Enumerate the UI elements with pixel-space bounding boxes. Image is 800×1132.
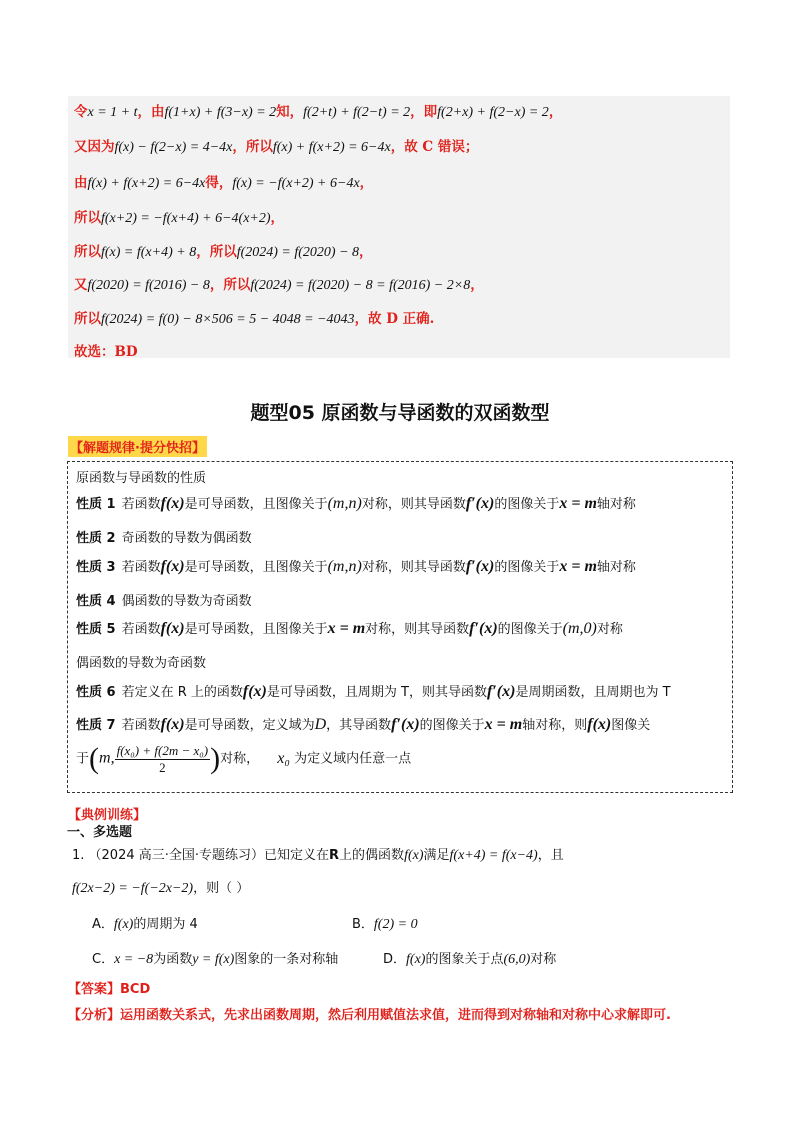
example-label: 【典例训练】 <box>68 808 147 823</box>
option-c: C．x = −8为函数y = f(x)图象的一条对称轴 <box>92 952 339 967</box>
property-5-extra: 偶函数的导数为奇函数 <box>76 656 207 671</box>
solution-line-8: 故选：BD <box>74 344 138 360</box>
multi-choice-heading: 一、多选题 <box>67 825 133 840</box>
solution-line-4: 所以f(x+2) = −f(x+4) + 6−4(x+2)， <box>74 210 285 226</box>
analysis-row: 【分析】运用函数关系式，先求出函数周期，然后利用赋值法求值，进而得到对称轴和对称中心求解即可. <box>68 1008 671 1023</box>
property-7-continued: 于(m, $\frac{\text{f(x₀) + f(2m − x₀)}}{2}$ )对称， x₀ 为定义域内任意一点 <box>76 742 412 775</box>
solution-line-2: 又因为f(x) − f(2−x) = 4−4x，所以f(x) + f(x+2) = 6−4x，故 C 错误； <box>74 139 479 155</box>
option-d: D．f(x)的图象关于点(6,0)对称 <box>383 952 557 967</box>
answer-row: 【答案】BCD <box>68 982 151 997</box>
option-b: B．f(2) = 0 <box>352 917 418 932</box>
property-5: 性质 5 若函数f(x)是可导函数，且图像关于x = m对称，则其导函数f′(x)的图像关于(m,0)对称 <box>76 620 623 637</box>
solution-line-6: 又f(2020) = f(2016) − 8，所以f(2024) = f(2020) − 8 = f(2016) − 2×8， <box>74 277 484 293</box>
solution-line-1: 令x = 1 + t，由f(1+x) + f(3−x) = 2知，f(2+t) + f(2−t) = 2，即f(2+x) + f(2−x) = 2， <box>74 104 563 120</box>
property-2: 性质 2 奇函数的导数为偶函数 <box>76 531 252 546</box>
option-a: A．f(x)的周期为 4 <box>92 917 198 932</box>
property-1: 性质 1 若函数f(x)是可导函数，且图像关于(m,n)对称，则其导函数f′(x)的图像关于x = m轴对称 <box>76 495 636 512</box>
question-line-2: f(2x−2) = −f(−2x−2)，则（ ） <box>72 881 250 896</box>
properties-heading: 原函数与导函数的性质 <box>76 471 207 486</box>
solution-line-5: 所以f(x) = f(x+4) + 8，所以f(2024) = f(2020) − 8， <box>74 244 373 260</box>
tip-label: 【解题规律·提分快招】 <box>68 436 207 457</box>
property-4: 性质 4 偶函数的导数为奇函数 <box>76 594 252 609</box>
fraction: $\frac{\text{f(x₀) + f(2m − x₀)}}{2}$ <box>116 742 209 775</box>
solution-line-3: 由f(x) + f(x+2) = 6−4x得，f(x) = −f(x+2) + 6−4x， <box>74 175 374 191</box>
property-3: 性质 3 若函数f(x)是可导函数，且图像关于(m,n)对称，则其导函数f′(x)的图像关于x = m轴对称 <box>76 558 636 575</box>
section-title: 题型05 原函数与导函数的双函数型 <box>250 402 550 424</box>
property-6: 性质 6 若定义在 R 上的函数f(x)是可导函数，且周期为 T，则其导函数f′(x)是周期函数，且周期也为 T <box>76 683 671 700</box>
question-line-1: 1. （2024 高三·全国·专题练习）已知定义在R上的偶函数f(x)满足f(x+4) = f(x−4)，且 <box>72 848 564 863</box>
property-7: 性质 7 若函数f(x)是可导函数，定义域为D，其导函数f′(x)的图像关于x = m轴对称，则f(x)图像关 <box>76 716 651 733</box>
solution-line-7: 所以f(2024) = f(0) − 8×506 = 5 − 4048 = −4043，故 D 正确. <box>74 311 435 327</box>
